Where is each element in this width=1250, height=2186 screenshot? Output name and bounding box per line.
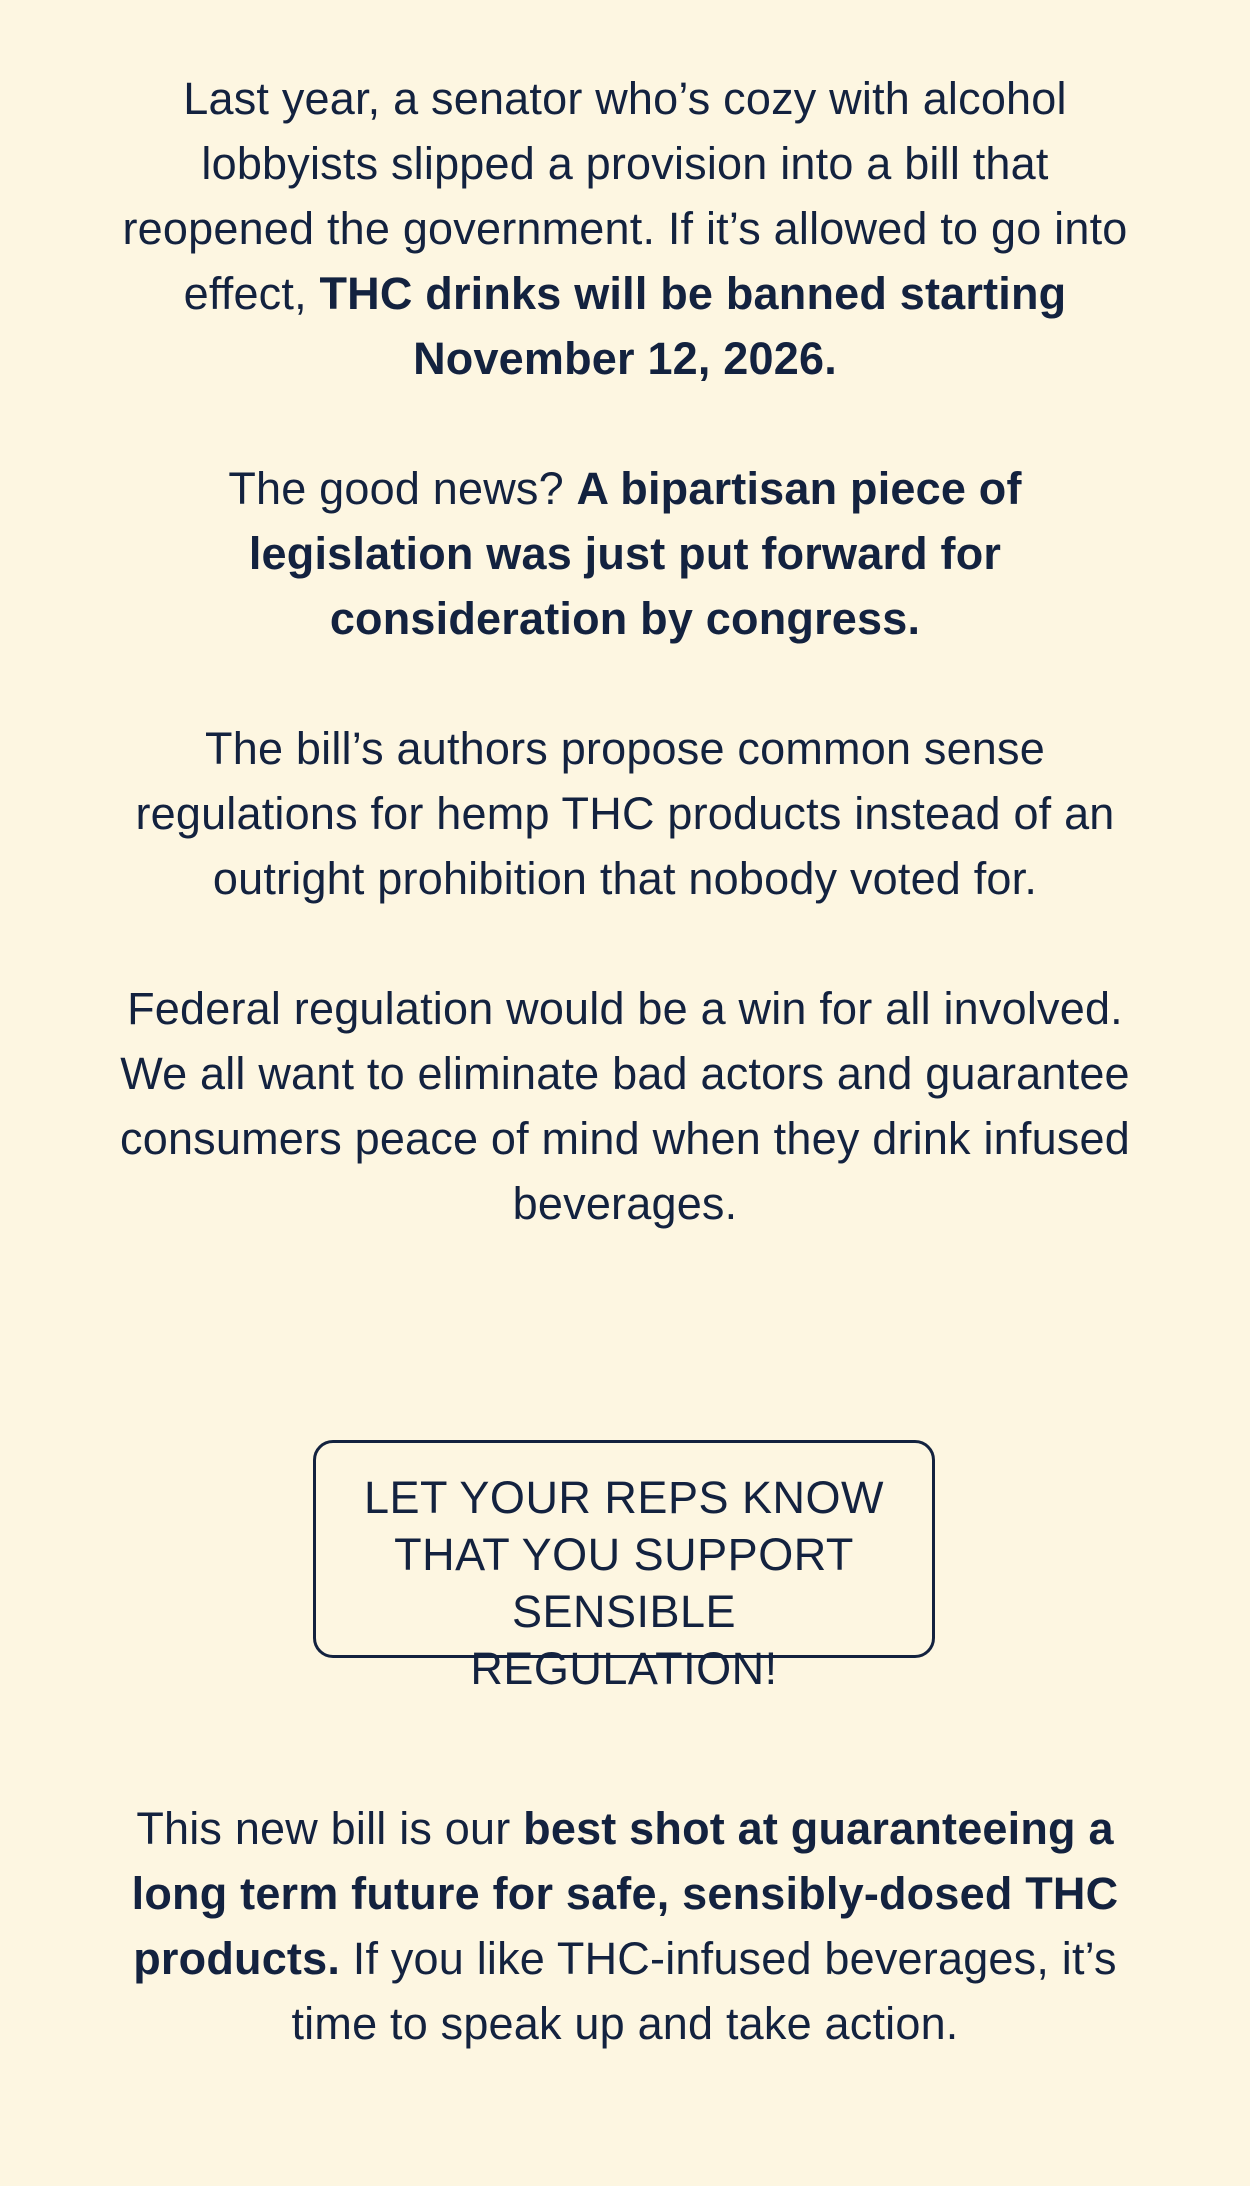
cta-line-1: LET YOUR REPS KNOW [364,1472,884,1523]
closing-paragraph [115,1796,1135,2056]
good-news-bold-text: A bipartisan piece of legislation was just put forward for consideration by congress. [248,463,1022,644]
article-body [115,66,1135,1236]
cta-line-3: SENSIBLE REGULATION! [470,1586,778,1694]
closing-bold-text: best shot at guaranteeing a long term future for safe, sensibly-dosed THC products. [131,1803,1119,1984]
cta-container [313,1440,935,1694]
intro-paragraph [115,66,1135,391]
federal-regulation-paragraph: Federal regulation would be a win for all involved. We all want to eliminate bad actors and guarantee consumers peace of mind when they drink infused beverages. [120,983,1130,1229]
intro-bold-text: THC drinks will be banned starting November 12, 2026. [319,268,1067,384]
closing-text-end: If you like THC-infused beverages, it’s time to speak up and take action. [291,1933,1117,2049]
bill-authors-paragraph: The bill’s authors propose common sense regulations for hemp THC products instead of an outright prohibition that nobody voted for. [135,723,1115,904]
good-news-paragraph [115,456,1135,651]
intro-text: Last year, a senator who’s cozy with alcohol lobbyists slipped a provision into a bill that reopened the government. If it’s allowed to go into effect, [122,73,1128,319]
closing-section [115,1796,1135,2056]
good-news-text: The good news? [228,463,577,514]
cta-line-2: THAT YOU SUPPORT [394,1529,854,1580]
contact-reps-button[interactable] [313,1440,935,1694]
closing-text-start: This new bill is our [136,1803,524,1854]
